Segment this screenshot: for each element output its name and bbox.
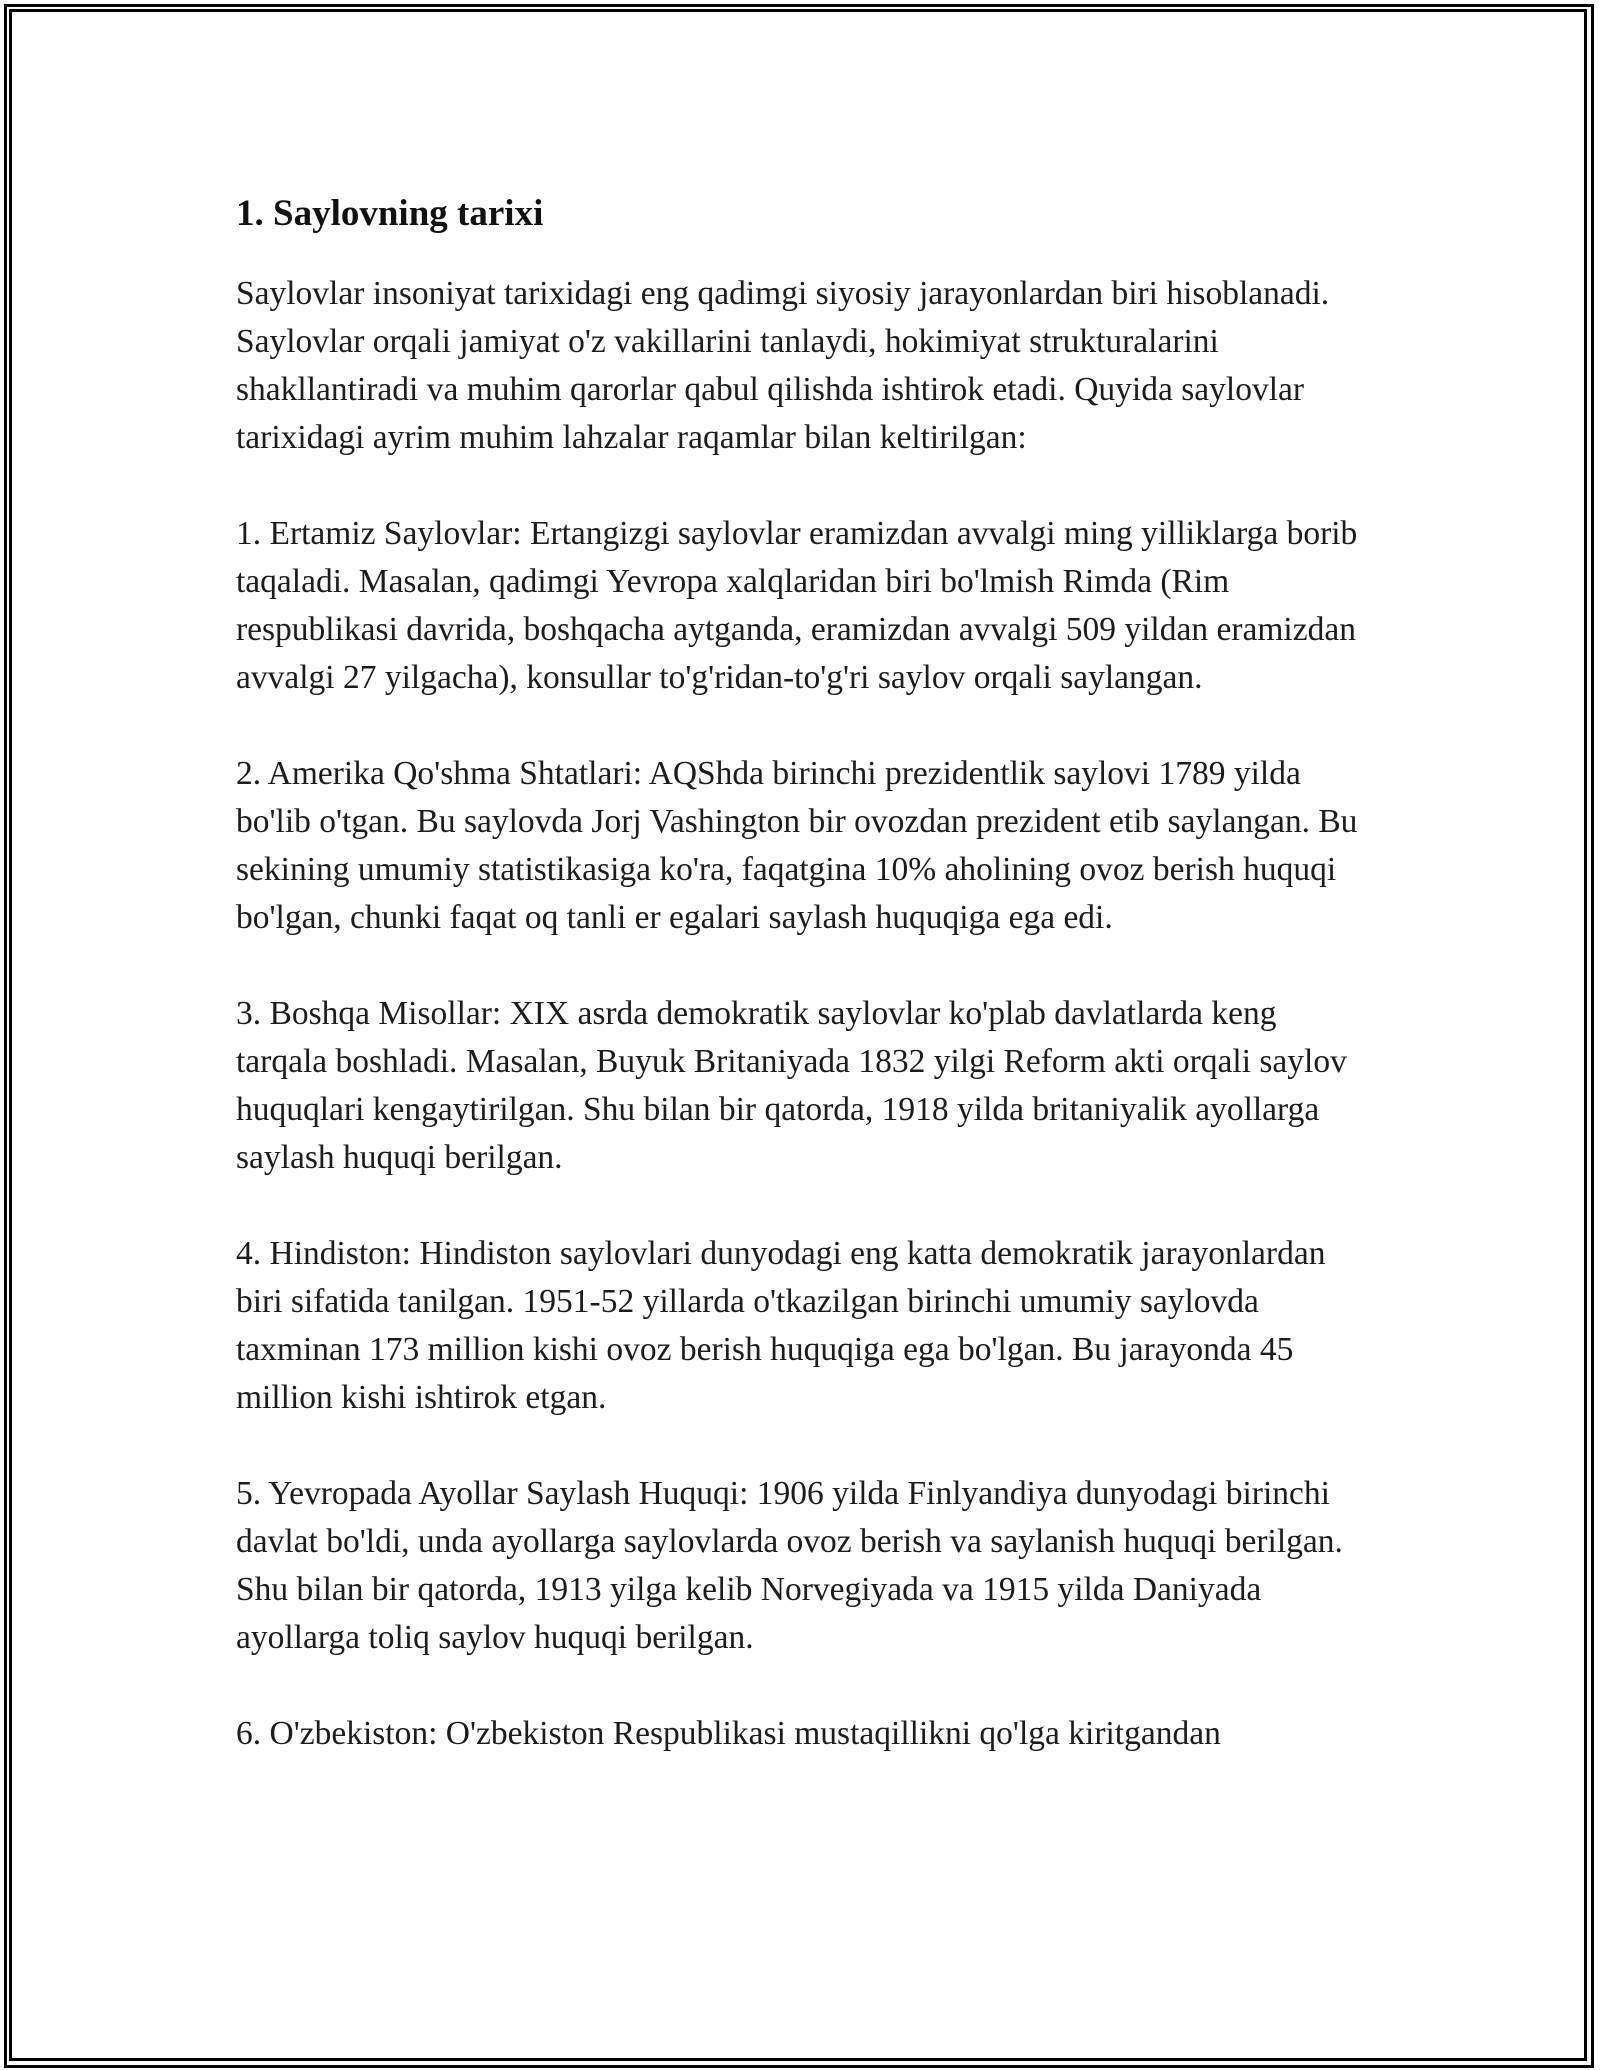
document-body (236, 188, 1376, 1806)
paragraph-india: 4. Hindiston: Hindiston saylovlari dunyodagi eng katta demokratik jarayonlardan biri sifatida tanilgan. 1951-52 yillarda o'tkazilgan birinchi umumiy saylovda taxminan 173 million kishi ovoz berish huquqiga ega bo'lgan. Bu jarayonda 45 million kishi ishtirok etgan. (236, 1235, 1326, 1416)
paragraph-women-suffrage-europe: 5. Yevropada Ayollar Saylash Huquqi: 1906 yilda Finlyandiya dunyodagi birinchi davlat bo'ldi, unda ayollarga saylovlarda ovoz berish va saylanish huquqi berilgan. Shu bilan bir qatorda, 1913 yilga kelib Norvegiyada va 1915 yilda Daniyada ayollarga toliq saylov huquqi berilgan. (236, 1475, 1343, 1656)
paragraph-other-examples: 3. Boshqa Misollar: XIX asrda demokratik saylovlar ko'plab davlatlarda keng tarqala boshladi. Masalan, Buyuk Britaniyada 1832 yilgi Reform akti orqali saylov huquqlari kengaytirilgan. Shu bilan bir qatorda, 1918 yilda britaniyalik ayollarga saylash huquqi berilgan. (236, 995, 1347, 1176)
document-title: 1. Saylovning tarixi (236, 193, 544, 234)
intro-paragraph: Saylovlar insoniyat tarixidagi eng qadimgi siyosiy jarayonlardan biri hisoblanadi. Saylovlar orqali jamiyat o'z vakillarini tanlaydi, hokimiyat strukturalarini shakllantiradi va muhim qarorlar qabul qilishda ishtirok etadi. Quyida saylovlar tarixidagi ayrim muhim lahzalar raqamlar bilan keltirilgan: (236, 275, 1330, 456)
paragraph-ancient-elections: 1. Ertamiz Saylovlar: Ertangizgi saylovlar eramizdan avvalgi ming yilliklarga borib taqaladi. Masalan, qadimgi Yevropa xalqlaridan biri bo'lmish Rimda (Rim respublikasi davrida, boshqacha aytganda, eramizdan avvalgi 509 yildan eramizdan avvalgi 27 yilgacha), konsullar to'g'ridan-to'g'ri saylov orqali saylangan. (236, 515, 1358, 696)
paragraph-uzbekistan: 6. O'zbekiston: O'zbekiston Respublikasi mustaqillikni qo'lga kiritgandan (236, 1715, 1221, 1752)
paragraph-usa: 2. Amerika Qo'shma Shtatlari: AQShda birinchi prezidentlik saylovi 1789 yilda bo'lib o'tgan. Bu saylovda Jorj Vashington bir ovozdan prezident etib saylangan. Bu sekining umumiy statistikasiga ko'ra, faqatgina 10% aholining ovoz berish huquqi bo'lgan, chunki faqat oq tanli er egalari saylash huquqiga ega edi. (236, 755, 1358, 936)
